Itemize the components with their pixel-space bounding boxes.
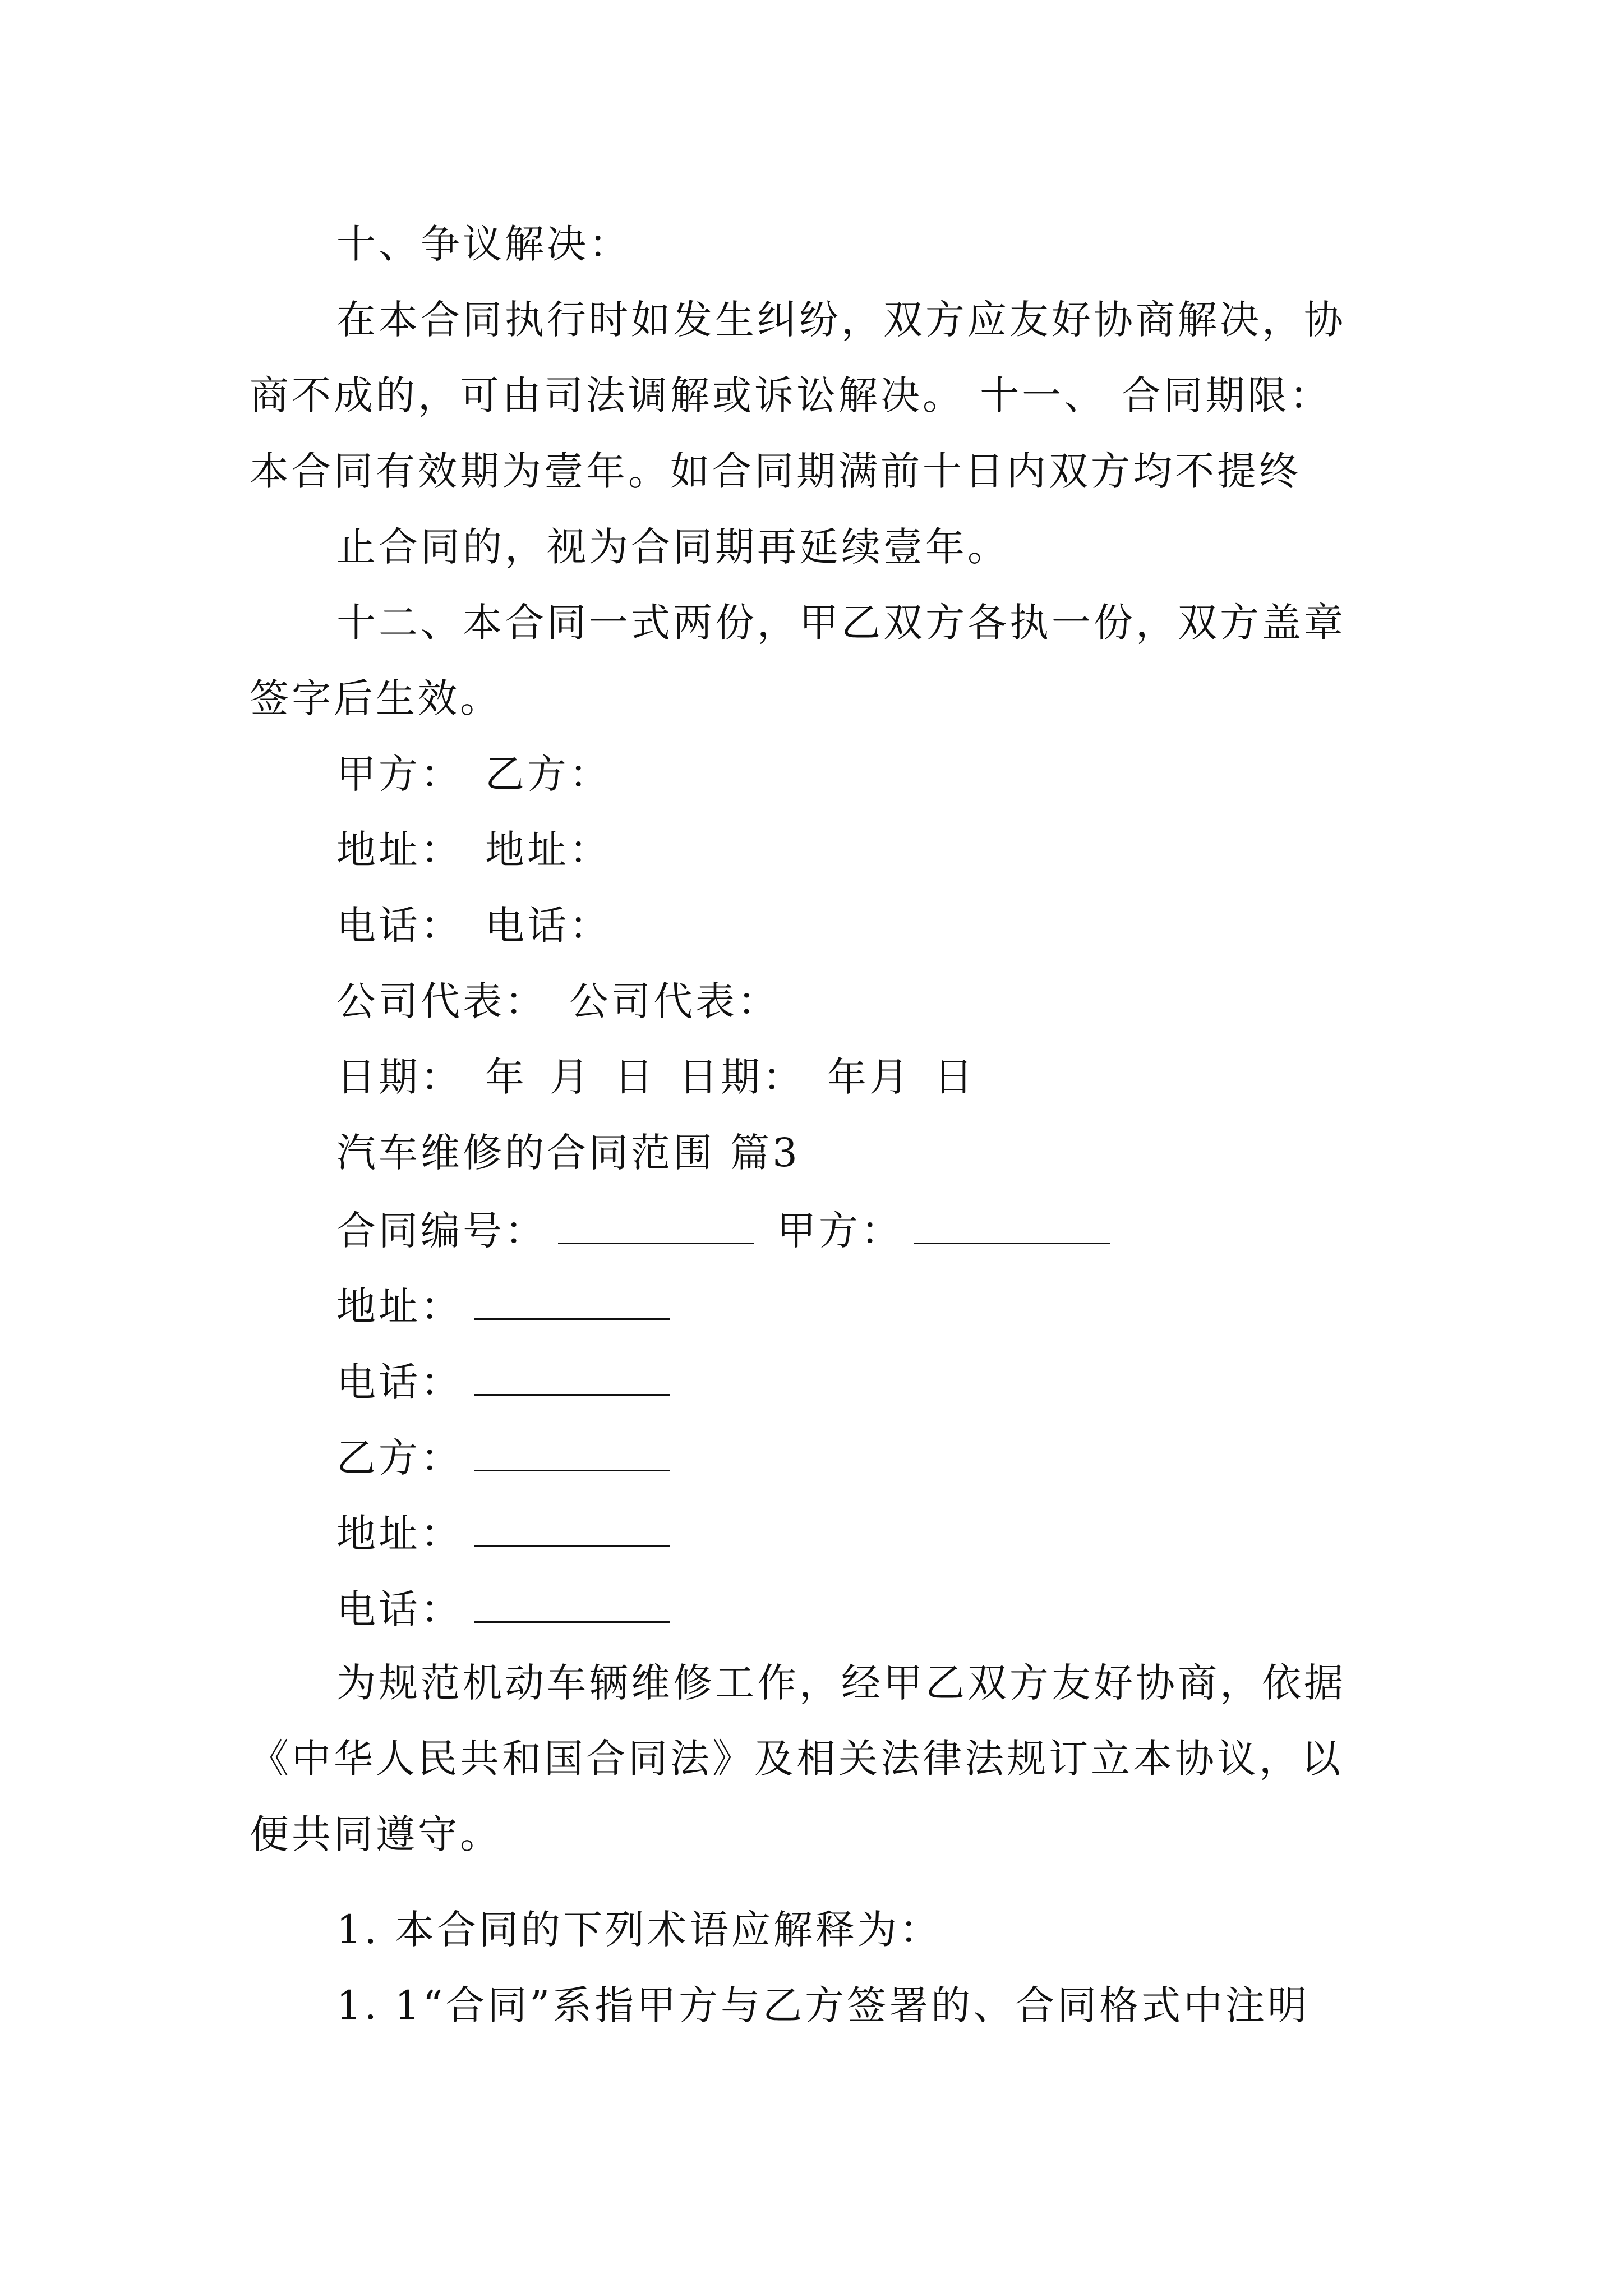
date-month-b: 月	[869, 1054, 911, 1100]
blank-phone-a	[474, 1360, 670, 1396]
blank-address-b	[474, 1512, 670, 1547]
label-date-b: 日期：	[679, 1054, 805, 1100]
blank-address-a	[474, 1285, 670, 1320]
paragraph-line: 为规范机动车辆维修工作，经甲乙双方友好协商，依据	[336, 1660, 1346, 1706]
paragraph-line: 十二、本合同一式两份，甲乙双方各执一份，双方盖章	[336, 600, 1346, 646]
date-month-a: 月	[550, 1054, 592, 1100]
label-party-a: 甲方：	[336, 751, 463, 797]
label-phone-b-form: 电话：	[336, 1586, 463, 1632]
clause-line: 1. 1“合同”系指甲方与乙方签署的、合同格式中注明	[336, 1982, 1310, 2028]
form-row	[0, 1283, 1623, 1329]
label-address-b: 地址：	[485, 827, 611, 873]
signature-row-party	[0, 751, 1623, 797]
blank-party-a	[914, 1209, 1110, 1244]
label-representative-b: 公司代表：	[569, 978, 780, 1024]
label-address-b-form: 地址：	[336, 1511, 463, 1557]
label-party-a-form: 甲方：	[777, 1208, 903, 1254]
heading-dispute: 十、争议解决：	[336, 221, 631, 267]
clause-heading: 1. 本合同的下列术语应解释为：	[336, 1907, 942, 1953]
paragraph-line: 在本合同执行时如发生纠纷，双方应友好协商解决，协	[336, 297, 1346, 343]
blank-contract-no	[558, 1209, 754, 1244]
signature-row-phone	[0, 903, 1623, 949]
paragraph-line: 便共同遵守。	[250, 1811, 502, 1857]
form-row-contract-no	[0, 1208, 1623, 1254]
label-phone-a: 电话：	[336, 903, 463, 949]
label-address-a-form: 地址：	[336, 1283, 463, 1329]
form-row	[0, 1435, 1623, 1481]
section-title: 汽车维修的合同范围 篇3	[336, 1130, 800, 1176]
label-phone-b: 电话：	[485, 903, 611, 949]
date-day-b: 日	[934, 1054, 976, 1100]
label-address-a: 地址：	[336, 827, 463, 873]
paragraph-line: 本合同有效期为壹年。如合同期满前十日内双方均不提终	[250, 448, 1301, 494]
label-party-b-form: 乙方：	[336, 1435, 463, 1481]
label-representative-a: 公司代表：	[336, 978, 547, 1024]
signature-row-date	[0, 1054, 1623, 1100]
form-row	[0, 1511, 1623, 1557]
label-phone-a-form: 电话：	[336, 1359, 463, 1405]
paragraph-line: 商不成的，可由司法调解或诉讼解决。 十一、 合同期限：	[250, 372, 1332, 418]
signature-row-address	[0, 827, 1623, 873]
label-contract-no: 合同编号：	[336, 1208, 547, 1254]
label-party-b: 乙方：	[485, 751, 611, 797]
label-date-a: 日期：	[336, 1054, 463, 1100]
paragraph-line: 止合同的，视为合同期再延续壹年。	[336, 524, 1009, 570]
blank-phone-b	[474, 1588, 670, 1623]
form-row	[0, 1359, 1623, 1405]
paragraph-line: 签字后生效。	[250, 675, 502, 721]
date-year-a: 年	[485, 1054, 527, 1100]
paragraph-line: 《中华人民共和国合同法》及相关法律法规订立本协议，以	[250, 1736, 1343, 1782]
blank-party-b	[474, 1436, 670, 1471]
date-day-a: 日	[614, 1054, 656, 1100]
signature-row-representative	[0, 978, 1623, 1024]
form-row	[0, 1586, 1623, 1632]
date-year-b: 年	[827, 1054, 869, 1100]
